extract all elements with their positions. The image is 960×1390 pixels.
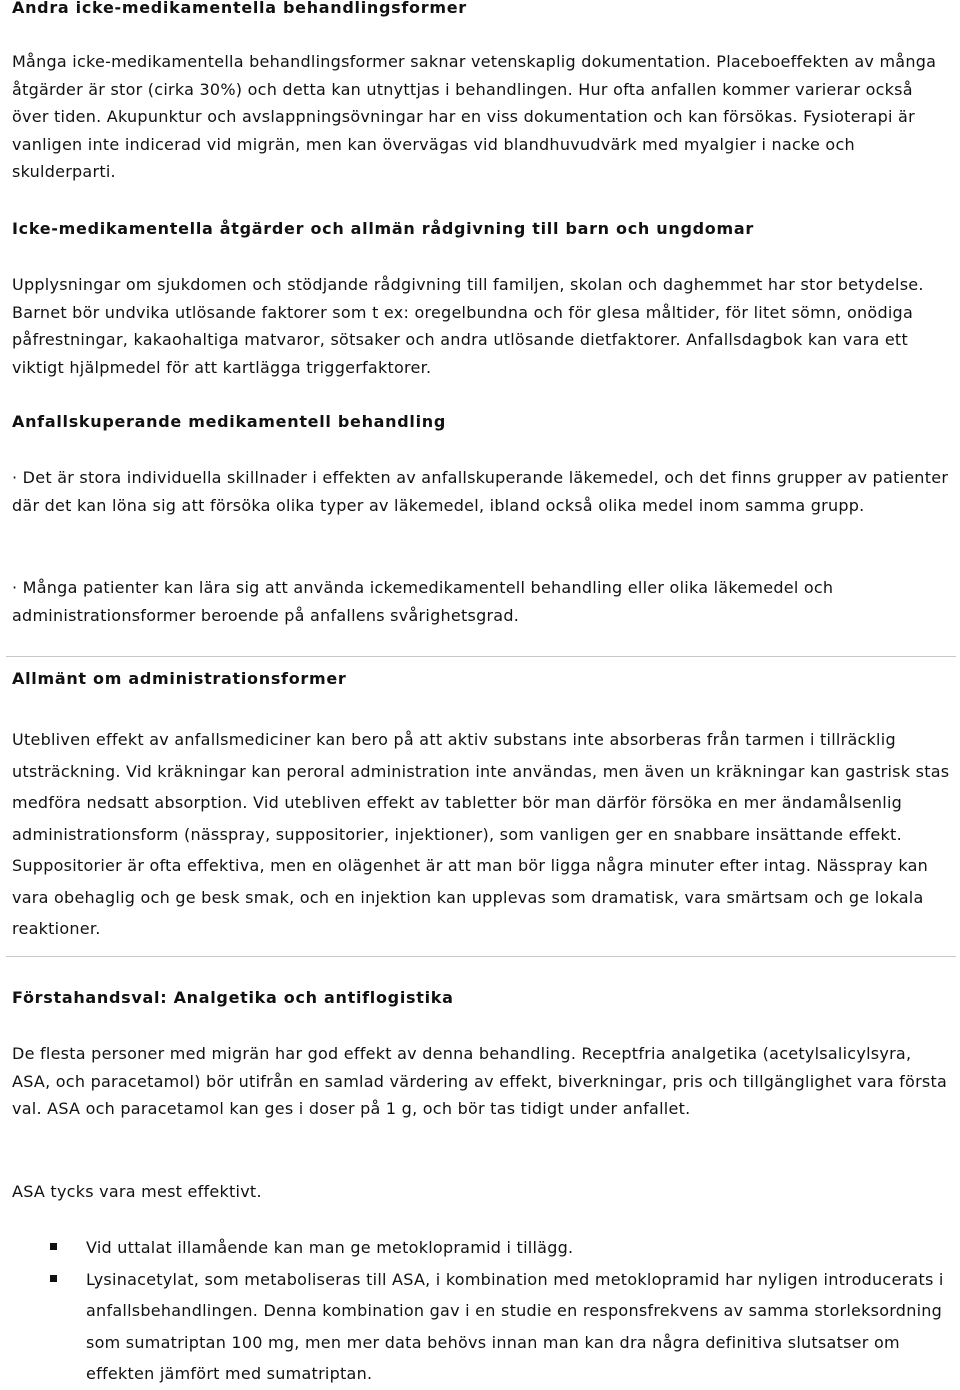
paragraph-non-drug-treatments: Många icke-medikamentella behandlingsformer saknar vetenskaplig dokumentation. Placeboeffekten av många åtgärder är stor (cirka 30%) och detta kan utnyttjas i behandlingen. Hur ofta anfallen kommer varierar också över tiden. Akupunktur och avslappningsövningar har en viss dokumentation och kan försökas. Fysioterapi är vanligen inte indicerad vid migrän, men kan övervägas vid blandhuvudvärk med myalgier i nacke och skulderparti. bbox=[12, 52, 937, 181]
paragraph-acute-point-2: · Många patienter kan lära sig att använda ickemedikamentell behandling eller olika läkemedel och administrationsformer beroende på anfallens svårighetsgrad. bbox=[12, 578, 834, 625]
section-heading-acute-treatment: Anfallskuperande medikamentell behandling bbox=[12, 412, 447, 431]
paragraph-children-advice: Upplysningar om sjukdomen och stödjande rådgivning till familjen, skolan och daghemmet har stor betydelse. Barnet bör undvika utlösande faktorer som t ex: oregelbundna och för glesa måltider, för litet sömn, onödiga påfrestningar, kakaohaltiga matvaror, sötsaker och andra utlösande dietfaktorer. Anfallsdagbok kan vara ett viktigt hjälpmedel för att kartlägga triggerfaktorer. bbox=[12, 275, 924, 377]
list-item bbox=[12, 1232, 952, 1264]
list-item-text: Lysinacetylat, som metaboliseras till ASA, i kombination med metoklopramid har nyligen introducerats i anfallsbehandlingen. Denna kombination gav i en studie en responsfrekvens av samma storleksordning som sumatriptan 100 mg, men mer data behövs innan man kan dra några definitiva slutsatser om effekten jämfört med sumatriptan. bbox=[86, 1269, 944, 1383]
bullet-list bbox=[12, 1232, 952, 1390]
paragraph-first-choice: De flesta personer med migrän har god effekt av denna behandling. Receptfria analgetika (acetylsalicylsyra, ASA, och paracetamol) bör utifrån en samlad värdering av effekt, biverkningar, pris och tillgänglighet vara första val. ASA och paracetamol kan ges i doser på 1 g, och bör tas tidigt under anfallet. bbox=[12, 1044, 948, 1118]
square-bullet-icon bbox=[50, 1275, 57, 1282]
section-heading-children-advice: Icke-medikamentella åtgärder och allmän rådgivning till barn och ungdomar bbox=[12, 219, 754, 238]
section-divider bbox=[6, 656, 956, 657]
section-heading-first-choice: Förstahandsval: Analgetika och antiflogistika bbox=[12, 988, 454, 1007]
section-divider bbox=[6, 956, 956, 957]
list-item bbox=[12, 1264, 952, 1390]
paragraph-acute-point-1: · Det är stora individuella skillnader i effekten av anfallskuperande läkemedel, och det finns grupper av patienter där det kan löna sig att försöka olika typer av läkemedel, ibland också olika medel inom samma grupp. bbox=[12, 468, 949, 515]
paragraph-administration-forms: Utebliven effekt av anfallsmediciner kan bero på att aktiv substans inte absorberas från tarmen i tillräcklig utsträckning. Vid kräkningar kan peroral administration inte användas, men även un kräkningar kan gastrisk stas medföra nedsatt absorption. Vid utebliven effekt av tabletter bör man därför försöka en mer ändamålsenlig administrationsform (nässpray, suppositorier, injektioner), som vanligen ger en snabbare insättande effekt. Suppositorier är ofta effektiva, men en olägenhet är att man bör ligga några minuter efter intag. Nässpray kan vara obehaglig och ge besk smak, och en injektion kan upplevas som dramatisk, vara smärtsam och ge lokala reaktioner. bbox=[12, 730, 950, 938]
square-bullet-icon bbox=[50, 1243, 57, 1250]
section-heading-administration-forms: Allmänt om administrationsformer bbox=[12, 669, 347, 688]
section-heading-non-drug-treatments: Andra icke-medikamentella behandlingsformer bbox=[12, 0, 467, 17]
paragraph-asa-note: ASA tycks vara mest effektivt. bbox=[12, 1182, 262, 1201]
list-item-text: Vid uttalat illamående kan man ge metoklopramid i tillägg. bbox=[86, 1238, 574, 1257]
